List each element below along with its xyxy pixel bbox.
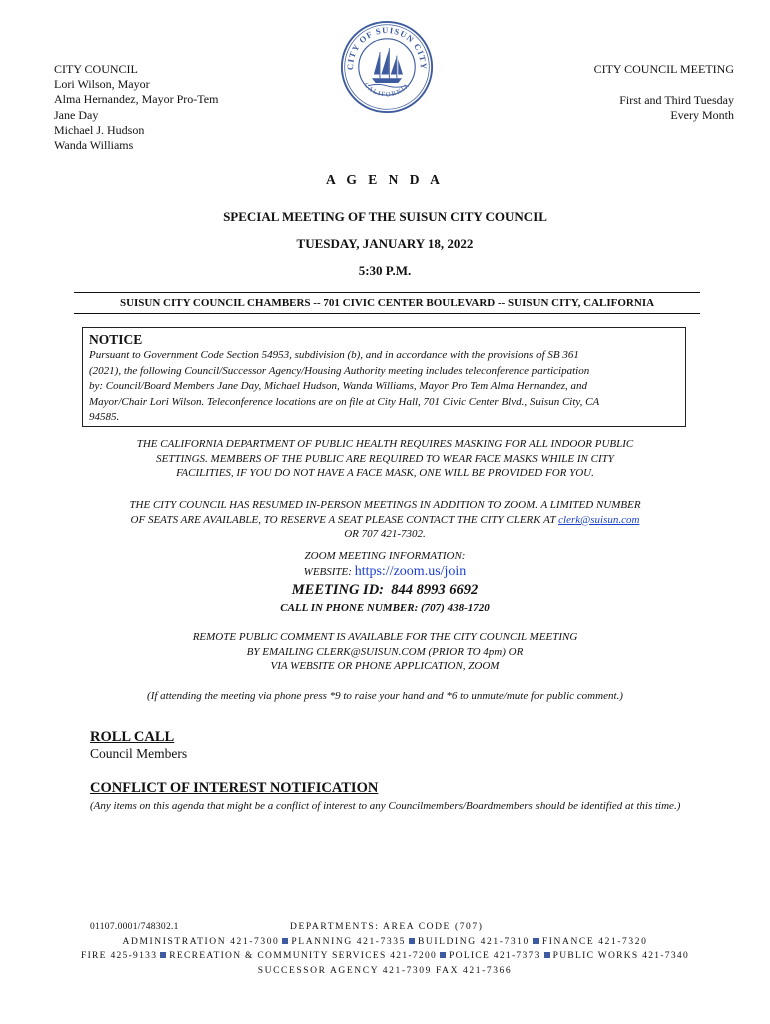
seal-bottom-text: CALIFORNIA <box>362 81 412 99</box>
zoom-website-line <box>84 565 686 580</box>
dept-police: POLICE 421-7373 <box>449 951 541 961</box>
dept-finance: FINANCE 421-7320 <box>541 937 648 947</box>
call-in-number: CALL IN PHONE NUMBER: (707) 438-1720 <box>280 602 490 614</box>
zoom-join-link[interactable]: https://zoom.us/join <box>354 564 467 579</box>
meeting-date: TUESDAY, JANUARY 18, 2022 <box>296 236 474 251</box>
meeting-location: SUISUN CITY COUNCIL CHAMBERS -- 701 CIVIC CENTER BOULEVARD -- SUISUN CITY, CALIFORNIA <box>119 297 655 309</box>
departments-label: DEPARTMENTS: AREA CODE (707) <box>290 922 484 932</box>
dept-public-works: PUBLIC WORKS 421-7340 <box>552 951 690 961</box>
city-seal-logo <box>340 20 434 114</box>
council-member: Lori Wilson, Mayor <box>54 77 150 92</box>
dept-recreation: RECREATION & COMMUNITY SERVICES 421-7200 <box>169 951 438 961</box>
divider-bottom <box>74 313 700 314</box>
clerk-email-link[interactable]: clerk@suisun.com <box>558 513 640 526</box>
conflict-note: (Any items on this agenda that might be a conflict of interest to any Councilmembers/Boardmembers should be identified at this time.) <box>90 800 681 812</box>
notice-box <box>82 327 686 427</box>
bullet-square-icon <box>533 938 539 944</box>
masking-line: THE CALIFORNIA DEPARTMENT OF PUBLIC HEALTH REQUIRES MASKING FOR ALL INDOOR PUBLIC <box>136 438 634 450</box>
bullet-square-icon <box>282 938 288 944</box>
meeting-schedule-block <box>594 62 734 124</box>
meeting-id-label: MEETING ID: <box>291 582 384 598</box>
dept-planning: PLANNING 421-7335 <box>291 937 406 947</box>
roll-call-subtitle: Council Members <box>90 746 188 761</box>
svg-text:CALIFORNIA <box>362 82 411 99</box>
meeting-schedule-line: First and Third Tuesday <box>619 93 734 108</box>
public-comment-line: BY EMAILING CLERK@SUISUN.COM (PRIOR TO 4pm) OR <box>246 645 524 658</box>
bullet-square-icon <box>409 938 415 944</box>
zoom-website-label: WEBSITE: <box>303 566 352 578</box>
meeting-id-line <box>84 582 686 599</box>
divider-top <box>74 292 700 293</box>
in-person-line: THE CITY COUNCIL HAS RESUMED IN-PERSON MEETINGS IN ADDITION TO ZOOM. A LIMITED NUMBER <box>129 499 641 511</box>
meeting-schedule-line: Every Month <box>670 108 734 123</box>
council-member: Michael J. Hudson <box>54 122 145 137</box>
dept-administration: ADMINISTRATION 421-7300 <box>122 937 280 947</box>
masking-line: FACILITIES, IF YOU DO NOT HAVE A FACE MASK, ONE WILL BE PROVIDED FOR YOU. <box>176 467 594 480</box>
zoom-info-label: ZOOM MEETING INFORMATION: <box>304 550 466 562</box>
footer-row-3: SUCCESSOR AGENCY 421-7309 FAX 421-7366 <box>257 966 513 976</box>
in-person-line: OR 707 421-7302. <box>344 528 426 541</box>
notice-line: Mayor/Chair Lori Wilson. Teleconference locations are on file at City Hall, 701 Civic Center Blvd., Suisun City, CA <box>89 395 600 408</box>
in-person-text: OF SEATS ARE AVAILABLE, TO RESERVE A SEAT PLEASE CONTACT THE CITY CLERK AT <box>130 513 556 526</box>
public-comment-line: VIA WEBSITE OR PHONE APPLICATION, ZOOM <box>270 660 500 673</box>
notice-title: NOTICE <box>89 332 143 347</box>
council-title: CITY COUNCIL <box>54 62 138 76</box>
council-member: Jane Day <box>54 107 99 122</box>
bullet-square-icon <box>160 952 166 958</box>
in-person-notice <box>84 498 686 542</box>
masking-line: SETTINGS. MEMBERS OF THE PUBLIC ARE REQUIRED TO WEAR FACE MASKS WHILE IN CITY <box>156 452 614 465</box>
meeting-id-value: 844 8993 6692 <box>391 582 479 598</box>
notice-line: Pursuant to Government Code Section 54953, subdivision (b), and in accordance with the provisions of SB 361 <box>89 349 579 361</box>
phone-instructions: (If attending the meeting via phone press *9 to raise your hand and *6 to unmute/mute for public comment.) <box>147 690 623 702</box>
meeting-title: CITY COUNCIL MEETING <box>593 62 734 76</box>
agenda-title: A G E N D A <box>326 172 444 187</box>
council-members-block <box>54 62 218 153</box>
public-comment-line: REMOTE PUBLIC COMMENT IS AVAILABLE FOR THE CITY COUNCIL MEETING <box>192 631 578 643</box>
conflict-heading: CONFLICT OF INTEREST NOTIFICATION <box>90 780 379 796</box>
notice-line: by: Council/Board Members Jane Day, Michael Hudson, Wanda Williams, Mayor Pro Tem Alma Hernandez, and <box>89 380 588 393</box>
bullet-square-icon <box>544 952 550 958</box>
notice-line: 94585. <box>89 411 120 424</box>
public-comment-notice <box>84 630 686 674</box>
notice-body <box>89 348 679 426</box>
council-member: Wanda Williams <box>54 138 134 153</box>
dept-building: BUILDING 421-7310 <box>417 937 530 947</box>
council-member: Alma Hernandez, Mayor Pro-Tem <box>54 92 219 107</box>
masking-notice <box>84 437 686 481</box>
roll-call-heading: ROLL CALL <box>90 729 175 745</box>
footer-row-2 <box>0 951 770 961</box>
ship-icon <box>368 48 406 87</box>
meeting-type-heading: SPECIAL MEETING OF THE SUISUN CITY COUNCIL <box>223 209 547 224</box>
notice-line: (2021), the following Council/Successor Agency/Housing Authority meeting includes teleconference participation <box>89 364 590 377</box>
meeting-time: 5:30 P.M. <box>358 263 412 278</box>
seal-top-text: CITY OF SUISUN CITY <box>345 25 429 71</box>
footer-row-1 <box>0 937 770 947</box>
dept-fire: FIRE 425-9133 <box>80 951 158 961</box>
in-person-line <box>84 513 686 528</box>
document-number: 01107.0001/748302.1 <box>90 922 179 932</box>
bullet-square-icon <box>440 952 446 958</box>
